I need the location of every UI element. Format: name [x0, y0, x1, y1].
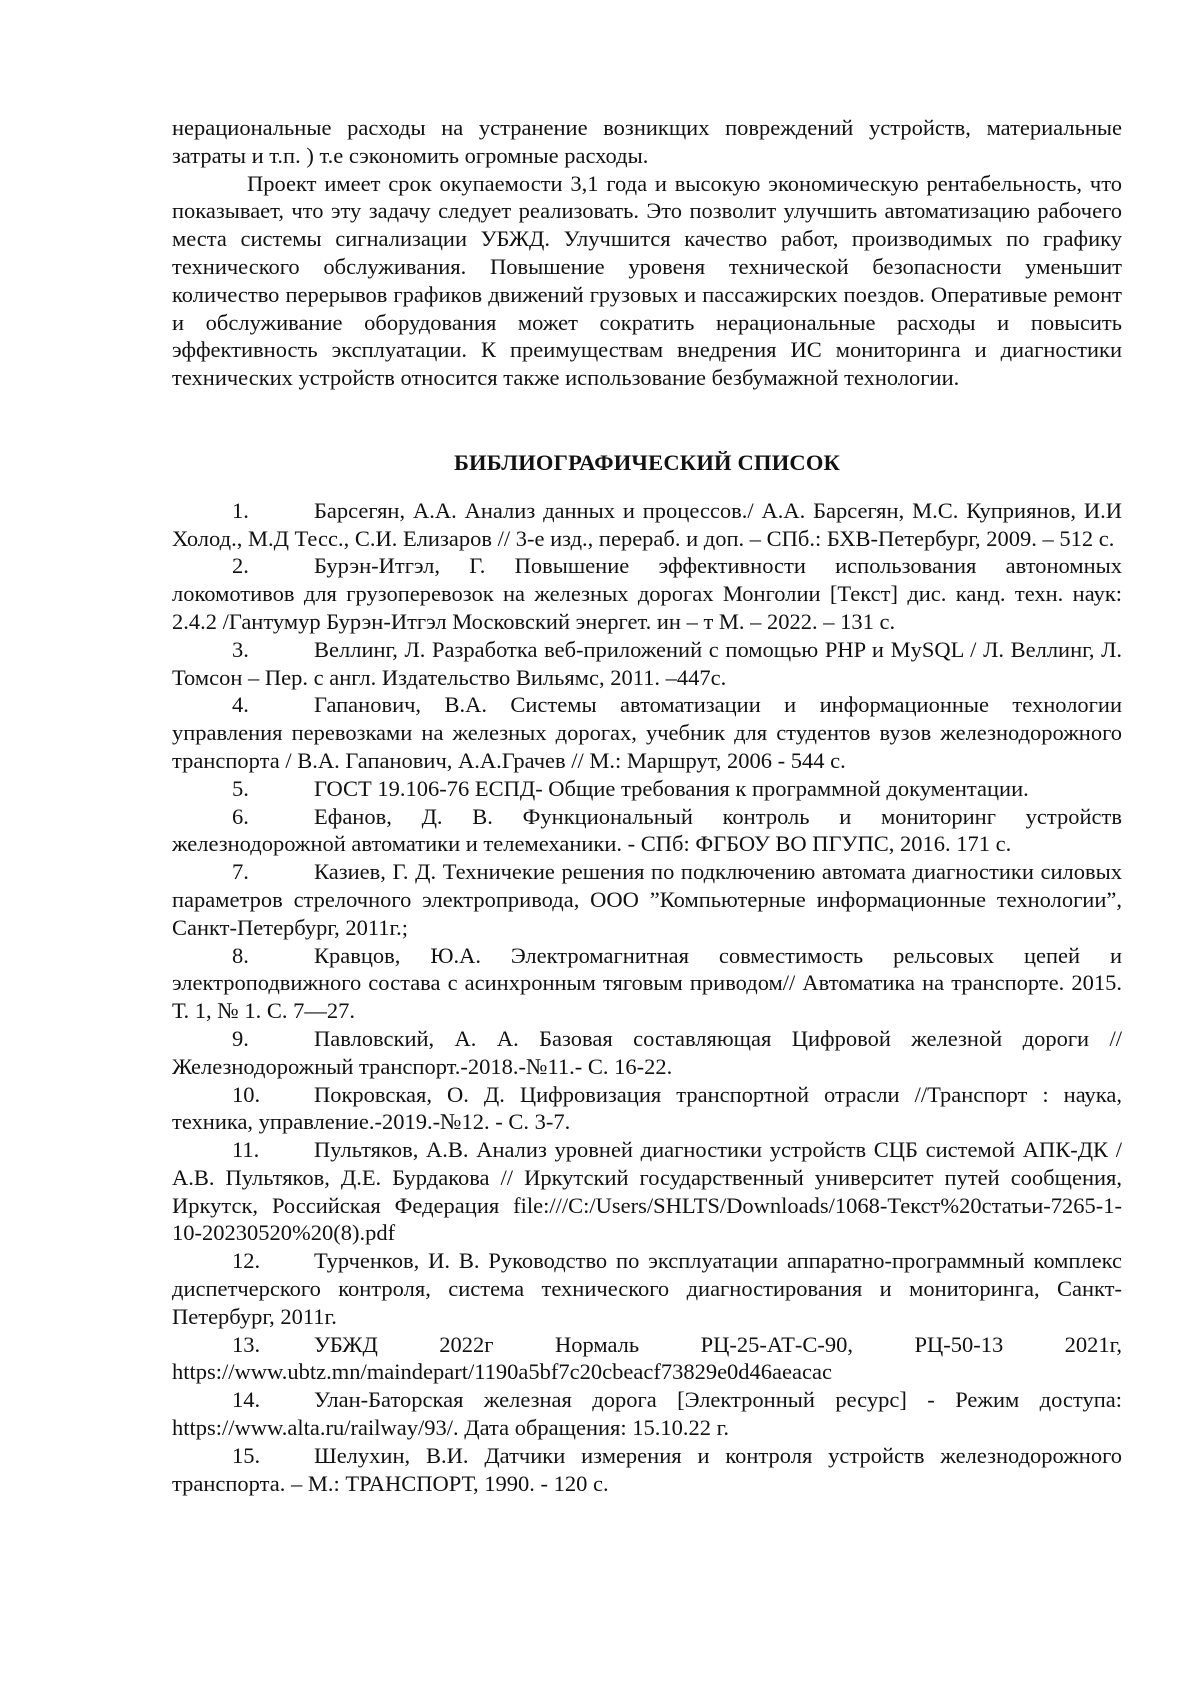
bibliography-item-9 — [172, 1025, 1122, 1081]
body-paragraph-project-payback: Проект имеет срок окупаемости 3,1 года и высокую экономическую рентабельность, что показывает, что эту задачу следует реализовать. Это позволит улучшить автоматизацию рабочего места системы сигнализации УБЖД. Улучшится качество работ, производимых по графику технического обслуживания. Повышение уровеня технической безопасности уменьшит количество перерывов графиков движений грузовых и пассажирских поездов. Оперативые ремонт и обслуживание оборудования может сократить нерациональные расходы и повысить эффективность эксплуатации. К преимуществам внедрения ИС мониторинга и диагностики технических устройств относится также использование безбумажной технологии. — [172, 170, 1122, 391]
bibliography-item-text: Турченков, И. В. Руководство по эксплуатации аппаратно-программный комплекс диспетчерского контроля, система технического диагностирования и мониторинга, Санкт-Петербург, 2011г. — [172, 1248, 1122, 1329]
bibliography-item-number: 12. — [232, 1248, 261, 1274]
bibliography-item-text: Веллинг, Л. Разработка веб-приложений с помощью PHP и MySQL / Л. Веллинг, Л. Томсон – Пер. с англ. Издательство Вильямс, 2011. –447с. — [172, 636, 1122, 690]
bibliography-item-number: 2. — [232, 553, 249, 579]
bibliography-heading: БИБЛИОГРАФИЧЕСКИЙ СПИСОК — [453, 449, 841, 475]
bibliography-item-3 — [172, 636, 1122, 692]
bibliography-item-text: УБЖД 2022г Нормаль РЦ-25-АТ-С-90, РЦ-50-13 2021г, https://www.ubtz.mn/maindepart/1190a5bf7c20cbeacf73829e0d46aeacac — [172, 1331, 1122, 1385]
bibliography-item-number: 1. — [232, 497, 249, 523]
bibliography-item-number: 8. — [232, 942, 249, 968]
bibliography-item-number: 13. — [232, 1331, 261, 1357]
bibliography-item-text: Улан-Баторская железная дорога [Электронный ресурс] - Режим доступа: https://www.alta.ru/railway/93/. Дата обращения: 15.10.22 г. — [172, 1387, 1122, 1441]
bibliography-item-13 — [172, 1331, 1122, 1387]
bibliography-item-text: Ефанов, Д. В. Функциональный контроль и мониторинг устройств железнодорожной автоматики и телемеханики. - СПб: ФГБОУ ВО ПГУПС, 2016. 171 с. — [172, 803, 1122, 857]
bibliography-item-text: Бурэн-Итгэл, Г. Повышение эффективности использования автономных локомотивов для грузоперевозок на железных дорогах Монголии [Текст] дис. канд. техн. наук: 2.4.2 /Гантумур Бурэн-Итгэл Московский энергет. ин – т М. – 2022. – 131 с. — [172, 553, 1122, 634]
bibliography-item-7 — [172, 858, 1122, 941]
bibliography-item-number: 4. — [232, 692, 249, 718]
bibliography-item-text: Барсегян, А.А. Анализ данных и процессов./ А.А. Барсегян, М.С. Куприянов, И.И Холод., М.Д Тесс., С.И. Елизаров // 3-е изд., перераб. и доп. – СПб.: БХВ-Петербург, 2009. – 512 с. — [172, 497, 1122, 551]
bibliography-item-number: 15. — [232, 1442, 261, 1468]
bibliography-item-text: Пультяков, А.В. Анализ уровней диагностики устройств СЦБ системой АПК-ДК / А.В. Пультяков, Д.Е. Бурдакова // Иркутский государственный университет путей сообщения, Иркутск, Российская Федерация file:///C:/Users/SHLTS/Downloads/1068-Текст%20статьи-7265-1-10-20230520%20(8).pdf — [172, 1137, 1122, 1246]
bibliography-item-text: Шелухин, В.И. Датчики измерения и контроля устройств железнодорожного транспорта. – М.: ТРАНСПОРТ, 1990. - 120 с. — [172, 1442, 1122, 1496]
bibliography-item-6 — [172, 803, 1122, 859]
bibliography-item-4 — [172, 691, 1122, 774]
bibliography-item-2 — [172, 552, 1122, 635]
bibliography-item-number: 3. — [232, 636, 249, 662]
bibliography-item-text: Кравцов, Ю.А. Электромагнитная совместимость рельсовых цепей и электроподвижного состава с асинхронным тяговым приводом// Автоматика на транспорте. 2015. Т. 1, № 1. С. 7—27. — [172, 942, 1122, 1024]
document-page — [172, 114, 1122, 1497]
bibliography-item-number: 6. — [232, 803, 249, 829]
bibliography-item-text: Павловский, А. А. Базовая составляющая Цифровой железной дороги // Железнодорожный транспорт.-2018.-№11.- С. 16-22. — [172, 1025, 1122, 1079]
bibliography-item-11 — [172, 1136, 1122, 1247]
bibliography-item-text: Покровская, О. Д. Цифровизация транспортной отрасли //Транспорт : наука, техника, управление.-2019.-№12. - С. 3-7. — [172, 1081, 1122, 1135]
bibliography-item-12 — [172, 1247, 1122, 1330]
bibliography-item-number: 11. — [232, 1137, 260, 1163]
bibliography-item-text: ГОСТ 19.106-76 ЕСПД- Общие требования к программной документации. — [314, 775, 1029, 801]
bibliography-item-text: Казиев, Г. Д. Техничекие решения по подключению автомата диагностики силовых параметров стрелочного электропривода, ООО ”Компьютерные информационные технологии”, Санкт-Петербург, 2011г.; — [172, 859, 1122, 940]
bibliography-item-text: Гапанович, В.А. Системы автоматизации и информационные технологии управления перевозками на железных дорогах, учебник для студентов вузов железнодорожного транспорта / В.А. Гапанович, А.А.Грачев // М.: Маршрут, 2006 - 544 с. — [172, 692, 1122, 773]
bibliography-item-number: 14. — [232, 1387, 261, 1413]
bibliography-item-number: 10. — [232, 1081, 261, 1107]
bibliography-item-15 — [172, 1442, 1122, 1498]
bibliography-list — [172, 497, 1122, 1498]
bibliography-item-14 — [172, 1386, 1122, 1442]
bibliography-item-8 — [172, 942, 1122, 1025]
bibliography-item-number: 9. — [232, 1025, 249, 1051]
bibliography-item-number: 7. — [232, 859, 249, 885]
body-paragraph-continuation: нерациональные расходы на устранение возникщих повреждений устройств, материальные затраты и т.п. ) т.е сэкономить огромные расходы. — [172, 115, 1122, 168]
bibliography-item-number: 5. — [232, 775, 249, 801]
bibliography-item-1 — [172, 497, 1122, 553]
bibliography-item-10 — [172, 1081, 1122, 1137]
bibliography-item-5 — [172, 775, 1122, 803]
